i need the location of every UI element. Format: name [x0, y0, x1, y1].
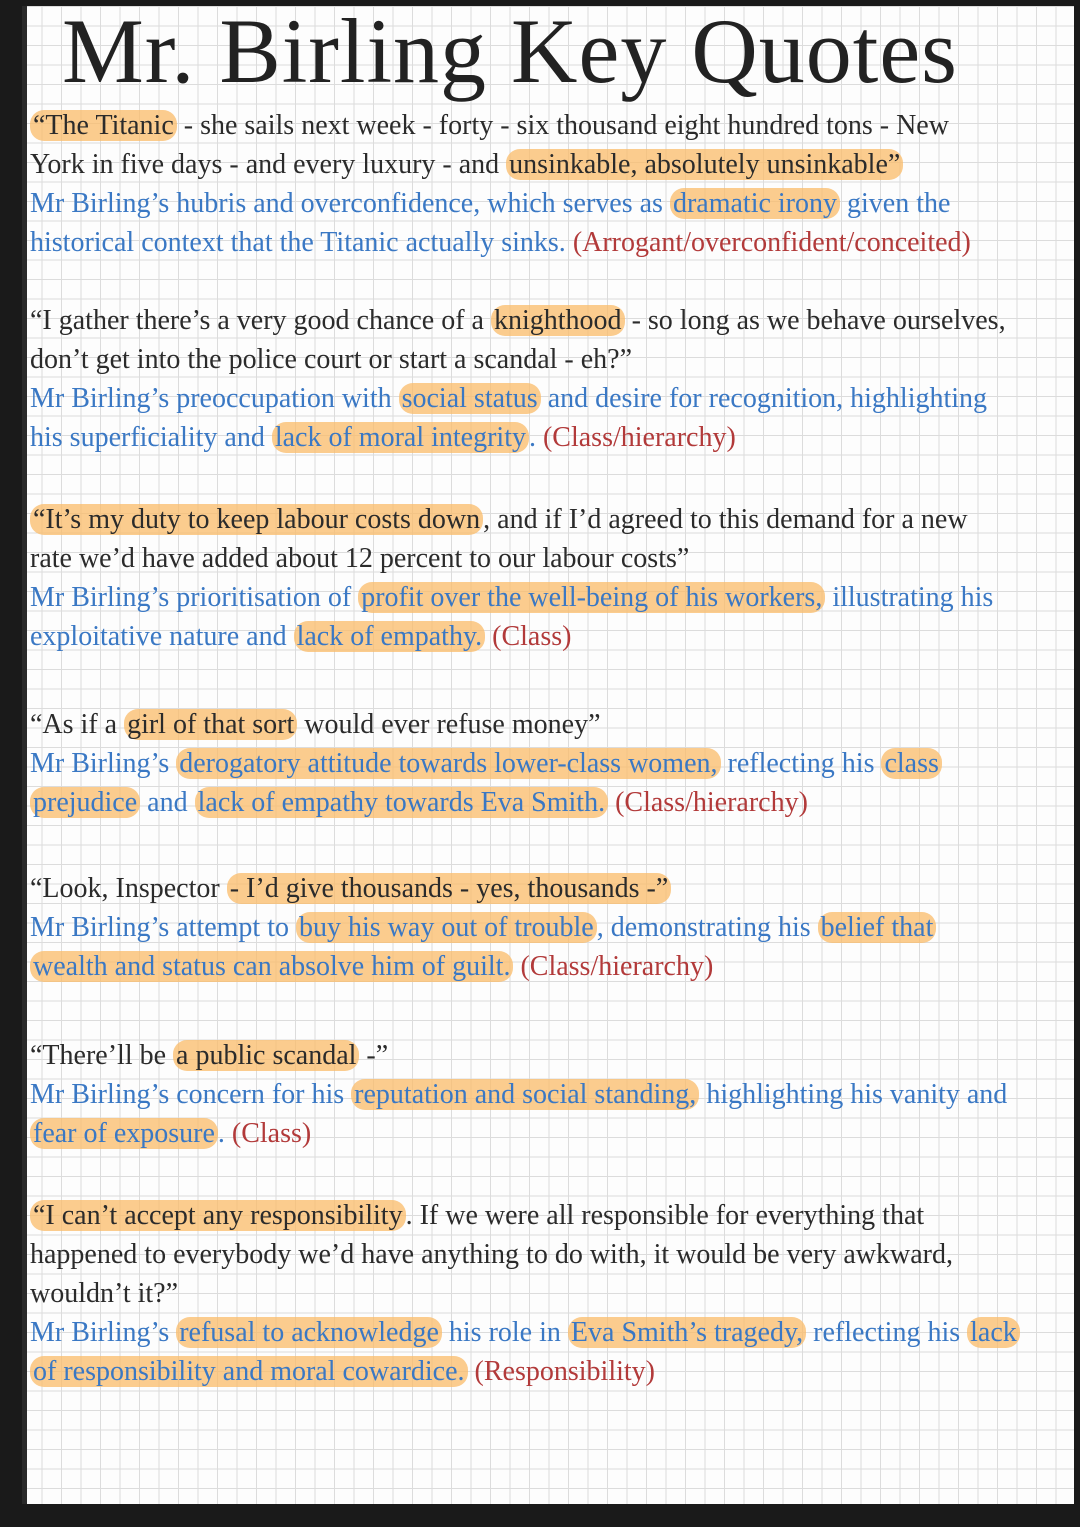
theme-tag: (Class/hierarchy) [615, 787, 808, 818]
text-segment: Mr Birling’s preoccupation with [30, 383, 399, 414]
text-segment: Mr Birling’s [30, 1317, 177, 1348]
text-segment: Mr Birling’s hubris and overconfidence, which serves as [30, 188, 670, 219]
text-line [30, 1114, 1074, 1153]
quote-text [30, 1196, 1074, 1313]
text-line [30, 184, 1074, 223]
quote-block-thousands [30, 869, 1074, 986]
text-segment: . [528, 422, 543, 453]
highlighted-text: knighthood [491, 305, 625, 336]
highlighted-text: unsinkable, absolutely unsinkable” [506, 149, 903, 180]
text-segment: historical context that the Titanic actually sinks. [30, 227, 573, 258]
theme-tag: (Class) [492, 621, 572, 652]
text-line [30, 947, 1074, 986]
text-line [30, 500, 1074, 539]
text-line [30, 418, 1074, 457]
highlighted-text: social status [399, 383, 541, 414]
highlighted-text: reputation and social standing, [351, 1079, 699, 1110]
quote-text [30, 1036, 1074, 1075]
highlighted-text: dramatic irony [670, 188, 840, 219]
text-line [30, 705, 1074, 744]
text-line [30, 783, 1074, 822]
highlighted-text: girl of that sort [124, 709, 297, 740]
text-segment: , and if I’d agreed to this demand for a new [483, 504, 968, 535]
highlighted-text: class [881, 748, 941, 779]
highlighted-text: fear of exposure [30, 1118, 218, 1149]
text-segment: reflecting his [720, 748, 882, 779]
text-line [30, 908, 1074, 947]
quote-analysis [30, 1075, 1074, 1153]
highlighted-text: “I can’t accept any responsibility [30, 1200, 406, 1231]
text-segment: Mr Birling’s concern for his [30, 1079, 352, 1110]
text-line [30, 744, 1074, 783]
highlighted-text: profit over the well-being of his workers, [358, 582, 825, 613]
text-segment: and [140, 787, 195, 818]
text-line [30, 1036, 1074, 1075]
text-segment: his role in [441, 1317, 568, 1348]
highlighted-text: “It’s my duty to keep labour costs down [30, 504, 483, 535]
text-line [30, 539, 1074, 578]
highlighted-text: of responsibility and moral cowardice. [30, 1356, 468, 1387]
text-segment: would ever refuse money” [297, 709, 601, 740]
text-segment: Mr Birling’s attempt to [30, 912, 296, 943]
text-segment: exploitative nature and [30, 621, 294, 652]
text-segment: wouldn’t it?” [30, 1278, 179, 1309]
highlighted-text: buy his way out of trouble [296, 912, 597, 943]
quote-analysis [30, 578, 1074, 656]
theme-tag: (Class/hierarchy) [542, 422, 736, 453]
text-line [30, 301, 1074, 340]
text-line [30, 106, 1074, 145]
quote-block-knighthood [30, 301, 1074, 457]
text-segment: York in five days - and every luxury - and [30, 149, 507, 180]
text-segment: . [217, 1118, 232, 1149]
text-segment: highlighting his vanity and [699, 1079, 1008, 1110]
text-segment: Mr Birling’s [30, 748, 177, 779]
text-line [30, 578, 1074, 617]
quote-text [30, 500, 1074, 578]
text-line [30, 223, 1074, 262]
text-segment: , demonstrating his [596, 912, 818, 943]
highlighted-text: prejudice [30, 787, 140, 818]
quote-analysis [30, 184, 1074, 262]
text-line [30, 379, 1074, 418]
highlighted-text: a public scandal [173, 1040, 359, 1071]
text-segment: don’t get into the police court or start a scandal - eh?” [30, 344, 633, 375]
text-segment: -” [359, 1040, 389, 1071]
text-segment: - so long as we behave ourselves, [624, 305, 1006, 336]
text-segment: “There’ll be [30, 1040, 174, 1071]
highlighted-text: Eva Smith’s tragedy, [568, 1317, 806, 1348]
text-line [30, 1235, 1074, 1274]
quote-block-titanic [30, 106, 1074, 262]
highlighted-text: lack of moral integrity [272, 422, 529, 453]
quote-block-labour-costs [30, 500, 1074, 656]
quote-analysis [30, 744, 1074, 822]
text-segment: “As if a [30, 709, 125, 740]
text-line [30, 340, 1074, 379]
text-segment [468, 1356, 475, 1387]
highlighted-text: lack [967, 1317, 1020, 1348]
quote-text [30, 301, 1074, 379]
highlighted-text: wealth and status can absolve him of guilt. [30, 951, 513, 982]
text-line [30, 1196, 1074, 1235]
quote-text [30, 869, 1074, 908]
theme-tag: (Class/hierarchy) [520, 951, 714, 982]
highlighted-text: lack of empathy towards Eva Smith. [195, 787, 608, 818]
highlighted-text: - I’d give thousands - yes, thousands -” [227, 873, 672, 904]
text-segment: and desire for recognition, highlighting [540, 383, 988, 414]
highlighted-text: lack of empathy. [294, 621, 486, 652]
quote-analysis [30, 908, 1074, 986]
highlighted-text: belief that [818, 912, 937, 943]
text-line [30, 1352, 1074, 1391]
text-segment: his superficiality and [30, 422, 272, 453]
quote-analysis [30, 379, 1074, 457]
quote-text [30, 705, 1074, 744]
text-segment: reflecting his [806, 1317, 968, 1348]
text-line [30, 1274, 1074, 1313]
margin-rule [22, 6, 27, 1504]
text-line [30, 145, 1074, 184]
quote-text [30, 106, 1074, 184]
notes-page [22, 6, 1074, 1504]
theme-tag: (Class) [231, 1118, 312, 1149]
text-line [30, 869, 1074, 908]
text-line [30, 1313, 1074, 1352]
theme-tag: (Responsibility) [474, 1356, 655, 1387]
text-segment: happened to everybody we’d have anything to do with, it would be very awkward, [30, 1239, 953, 1270]
highlighted-text: refusal to acknowledge [176, 1317, 442, 1348]
text-line [30, 617, 1074, 656]
page-title: Mr. Birling Key Quotes [62, 6, 958, 102]
highlighted-text: “The Titanic [30, 110, 177, 141]
text-segment: rate we’d have added about 12 percent to our labour costs” [30, 543, 690, 574]
quote-block-public-scandal [30, 1036, 1074, 1153]
highlighted-text: derogatory attitude towards lower-class women, [176, 748, 720, 779]
text-segment: . If we were all responsible for everything that [405, 1200, 925, 1231]
text-segment: illustrating his [825, 582, 994, 613]
text-segment: given the [840, 188, 951, 219]
text-segment: - she sails next week - forty - six thousand eight hundred tons - New [176, 110, 949, 141]
quote-analysis [30, 1313, 1074, 1391]
text-line [30, 1075, 1074, 1114]
text-segment: Mr Birling’s prioritisation of [30, 582, 359, 613]
text-segment: “I gather there’s a very good chance of a [30, 305, 491, 336]
quote-block-responsibility [30, 1196, 1074, 1391]
theme-tag: (Arrogant/overconfident/conceited) [572, 227, 971, 258]
text-segment: “Look, Inspector [30, 873, 227, 904]
quote-block-girl-of-that-sort [30, 705, 1074, 822]
